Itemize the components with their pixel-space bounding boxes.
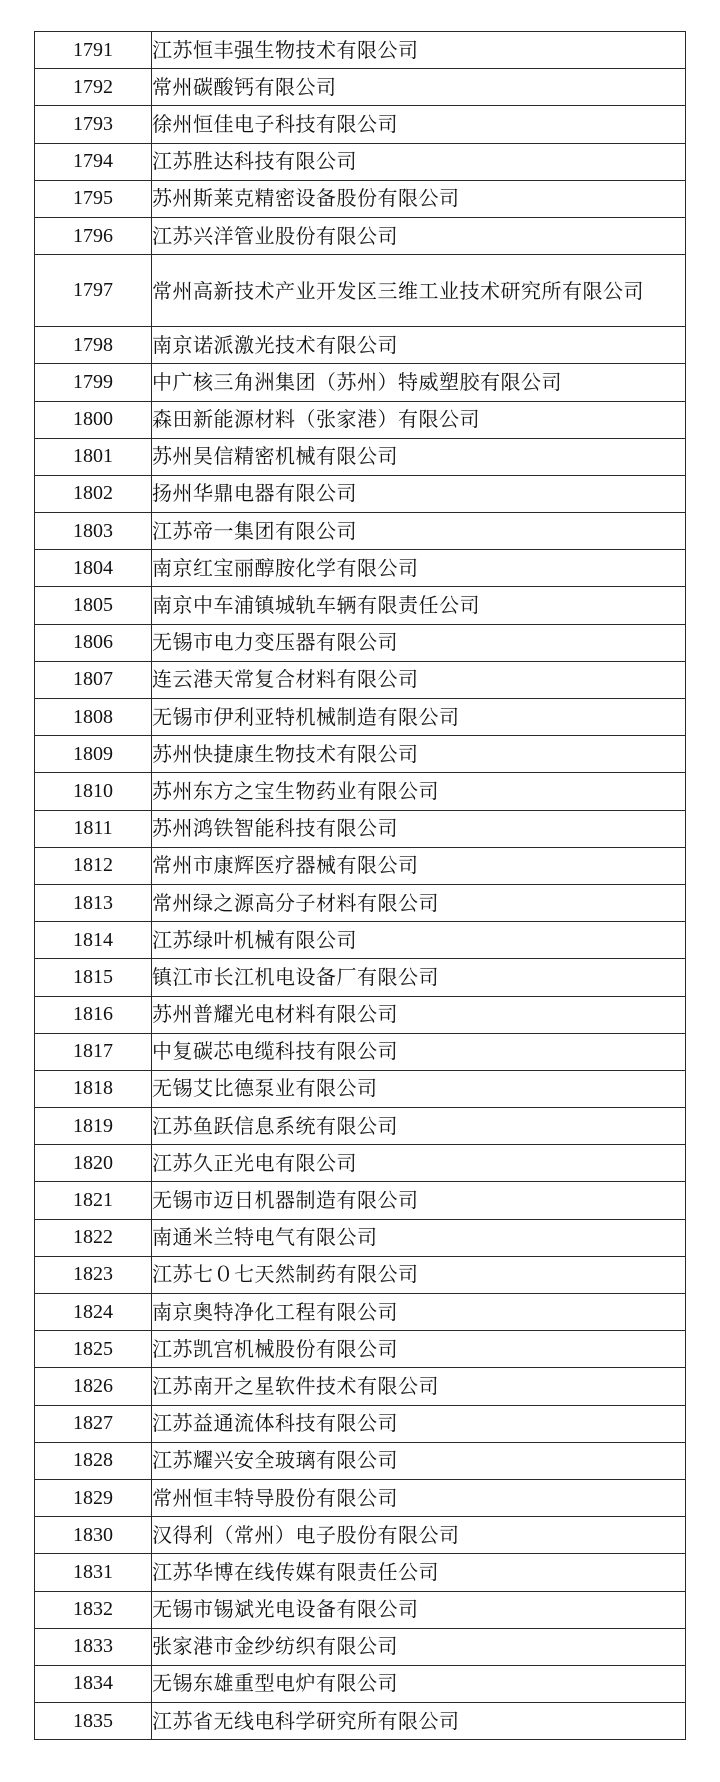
company-name-cell: 无锡市迈日机器制造有限公司 bbox=[152, 1182, 686, 1219]
company-name-cell: 无锡市锡斌光电设备有限公司 bbox=[152, 1591, 686, 1628]
company-table-body bbox=[35, 32, 686, 1740]
company-name-cell: 镇江市长江机电设备厂有限公司 bbox=[152, 959, 686, 996]
table-row bbox=[35, 364, 686, 401]
company-name-cell: 江苏恒丰强生物技术有限公司 bbox=[152, 32, 686, 69]
row-number-cell: 1835 bbox=[35, 1703, 152, 1740]
row-number-cell: 1825 bbox=[35, 1331, 152, 1368]
table-row bbox=[35, 327, 686, 364]
table-row bbox=[35, 438, 686, 475]
table-row bbox=[35, 810, 686, 847]
row-number-cell: 1792 bbox=[35, 69, 152, 106]
row-number-cell: 1832 bbox=[35, 1591, 152, 1628]
company-name-cell: 江苏南开之星软件技术有限公司 bbox=[152, 1368, 686, 1405]
company-name-cell: 江苏胜达科技有限公司 bbox=[152, 143, 686, 180]
row-number-cell: 1822 bbox=[35, 1219, 152, 1256]
table-row bbox=[35, 922, 686, 959]
company-name-cell: 江苏华博在线传媒有限责任公司 bbox=[152, 1554, 686, 1591]
company-name-cell: 苏州昊信精密机械有限公司 bbox=[152, 438, 686, 475]
table-row bbox=[35, 587, 686, 624]
table-row bbox=[35, 475, 686, 512]
row-number-cell: 1820 bbox=[35, 1145, 152, 1182]
table-row bbox=[35, 847, 686, 884]
table-row bbox=[35, 1479, 686, 1516]
company-name-cell: 南通米兰特电气有限公司 bbox=[152, 1219, 686, 1256]
row-number-cell: 1797 bbox=[35, 255, 152, 327]
table-row bbox=[35, 180, 686, 217]
table-row bbox=[35, 773, 686, 810]
table-row bbox=[35, 1145, 686, 1182]
table-row bbox=[35, 736, 686, 773]
row-number-cell: 1806 bbox=[35, 624, 152, 661]
row-number-cell: 1826 bbox=[35, 1368, 152, 1405]
row-number-cell: 1823 bbox=[35, 1256, 152, 1293]
company-name-cell: 苏州鸿铁智能科技有限公司 bbox=[152, 810, 686, 847]
table-row bbox=[35, 1033, 686, 1070]
table-row bbox=[35, 69, 686, 106]
table-row bbox=[35, 1442, 686, 1479]
table-row bbox=[35, 1294, 686, 1331]
company-name-cell: 江苏绿叶机械有限公司 bbox=[152, 922, 686, 959]
company-name-cell: 无锡东雄重型电炉有限公司 bbox=[152, 1665, 686, 1702]
company-name-cell: 南京中车浦镇城轨车辆有限责任公司 bbox=[152, 587, 686, 624]
table-row bbox=[35, 217, 686, 254]
company-name-cell: 森田新能源材料（张家港）有限公司 bbox=[152, 401, 686, 438]
table-row bbox=[35, 1591, 686, 1628]
row-number-cell: 1830 bbox=[35, 1517, 152, 1554]
table-row bbox=[35, 661, 686, 698]
row-number-cell: 1834 bbox=[35, 1665, 152, 1702]
table-row bbox=[35, 401, 686, 438]
company-name-cell: 江苏久正光电有限公司 bbox=[152, 1145, 686, 1182]
table-row bbox=[35, 143, 686, 180]
company-name-cell: 江苏七０七天然制药有限公司 bbox=[152, 1256, 686, 1293]
table-row bbox=[35, 32, 686, 69]
row-number-cell: 1824 bbox=[35, 1294, 152, 1331]
company-name-cell: 江苏凯宫机械股份有限公司 bbox=[152, 1331, 686, 1368]
row-number-cell: 1796 bbox=[35, 217, 152, 254]
row-number-cell: 1803 bbox=[35, 513, 152, 550]
table-row bbox=[35, 255, 686, 327]
row-number-cell: 1812 bbox=[35, 847, 152, 884]
company-name-cell: 常州恒丰特导股份有限公司 bbox=[152, 1479, 686, 1516]
table-row bbox=[35, 1368, 686, 1405]
table-row bbox=[35, 1108, 686, 1145]
company-table bbox=[34, 31, 686, 1740]
row-number-cell: 1793 bbox=[35, 106, 152, 143]
row-number-cell: 1791 bbox=[35, 32, 152, 69]
row-number-cell: 1804 bbox=[35, 550, 152, 587]
row-number-cell: 1807 bbox=[35, 661, 152, 698]
table-row bbox=[35, 1517, 686, 1554]
company-name-cell: 扬州华鼎电器有限公司 bbox=[152, 475, 686, 512]
row-number-cell: 1800 bbox=[35, 401, 152, 438]
row-number-cell: 1799 bbox=[35, 364, 152, 401]
table-row bbox=[35, 1331, 686, 1368]
row-number-cell: 1794 bbox=[35, 143, 152, 180]
company-name-cell: 无锡艾比德泵业有限公司 bbox=[152, 1070, 686, 1107]
row-number-cell: 1795 bbox=[35, 180, 152, 217]
company-name-cell: 常州碳酸钙有限公司 bbox=[152, 69, 686, 106]
company-name-cell: 苏州东方之宝生物药业有限公司 bbox=[152, 773, 686, 810]
row-number-cell: 1831 bbox=[35, 1554, 152, 1591]
company-name-cell: 江苏耀兴安全玻璃有限公司 bbox=[152, 1442, 686, 1479]
row-number-cell: 1821 bbox=[35, 1182, 152, 1219]
table-row bbox=[35, 699, 686, 736]
company-name-cell: 连云港天常复合材料有限公司 bbox=[152, 661, 686, 698]
company-list-sheet bbox=[34, 31, 686, 1740]
company-name-cell: 张家港市金纱纺织有限公司 bbox=[152, 1628, 686, 1665]
company-name-cell: 无锡市伊利亚特机械制造有限公司 bbox=[152, 699, 686, 736]
company-name-cell: 中广核三角洲集团（苏州）特威塑胶有限公司 bbox=[152, 364, 686, 401]
company-name-cell: 南京奥特净化工程有限公司 bbox=[152, 1294, 686, 1331]
row-number-cell: 1808 bbox=[35, 699, 152, 736]
row-number-cell: 1827 bbox=[35, 1405, 152, 1442]
row-number-cell: 1829 bbox=[35, 1479, 152, 1516]
table-row bbox=[35, 1554, 686, 1591]
table-row bbox=[35, 1665, 686, 1702]
row-number-cell: 1828 bbox=[35, 1442, 152, 1479]
row-number-cell: 1818 bbox=[35, 1070, 152, 1107]
company-name-cell: 苏州快捷康生物技术有限公司 bbox=[152, 736, 686, 773]
row-number-cell: 1815 bbox=[35, 959, 152, 996]
row-number-cell: 1805 bbox=[35, 587, 152, 624]
company-name-cell: 江苏鱼跃信息系统有限公司 bbox=[152, 1108, 686, 1145]
table-row bbox=[35, 996, 686, 1033]
table-row bbox=[35, 1628, 686, 1665]
table-row bbox=[35, 106, 686, 143]
row-number-cell: 1833 bbox=[35, 1628, 152, 1665]
row-number-cell: 1809 bbox=[35, 736, 152, 773]
row-number-cell: 1816 bbox=[35, 996, 152, 1033]
company-name-cell: 江苏省无线电科学研究所有限公司 bbox=[152, 1703, 686, 1740]
table-row bbox=[35, 959, 686, 996]
company-name-cell: 汉得利（常州）电子股份有限公司 bbox=[152, 1517, 686, 1554]
table-row bbox=[35, 884, 686, 921]
table-row bbox=[35, 1070, 686, 1107]
company-name-cell: 南京诺派激光技术有限公司 bbox=[152, 327, 686, 364]
row-number-cell: 1810 bbox=[35, 773, 152, 810]
company-name-cell: 中复碳芯电缆科技有限公司 bbox=[152, 1033, 686, 1070]
row-number-cell: 1801 bbox=[35, 438, 152, 475]
company-name-cell: 江苏帝一集团有限公司 bbox=[152, 513, 686, 550]
row-number-cell: 1811 bbox=[35, 810, 152, 847]
row-number-cell: 1814 bbox=[35, 922, 152, 959]
table-row bbox=[35, 1182, 686, 1219]
company-name-cell: 徐州恒佳电子科技有限公司 bbox=[152, 106, 686, 143]
company-name-cell: 苏州普耀光电材料有限公司 bbox=[152, 996, 686, 1033]
company-name-cell: 常州市康辉医疗器械有限公司 bbox=[152, 847, 686, 884]
row-number-cell: 1813 bbox=[35, 884, 152, 921]
table-row bbox=[35, 513, 686, 550]
row-number-cell: 1817 bbox=[35, 1033, 152, 1070]
company-name-cell: 江苏兴洋管业股份有限公司 bbox=[152, 217, 686, 254]
company-name-cell: 无锡市电力变压器有限公司 bbox=[152, 624, 686, 661]
company-name-cell: 常州绿之源高分子材料有限公司 bbox=[152, 884, 686, 921]
company-name-cell: 常州高新技术产业开发区三维工业技术研究所有限公司 bbox=[152, 255, 686, 327]
table-row bbox=[35, 1405, 686, 1442]
company-name-cell: 南京红宝丽醇胺化学有限公司 bbox=[152, 550, 686, 587]
table-row bbox=[35, 1703, 686, 1740]
table-row bbox=[35, 624, 686, 661]
table-row bbox=[35, 1256, 686, 1293]
row-number-cell: 1819 bbox=[35, 1108, 152, 1145]
row-number-cell: 1802 bbox=[35, 475, 152, 512]
table-row bbox=[35, 1219, 686, 1256]
row-number-cell: 1798 bbox=[35, 327, 152, 364]
company-name-cell: 江苏益通流体科技有限公司 bbox=[152, 1405, 686, 1442]
table-row bbox=[35, 550, 686, 587]
company-name-cell: 苏州斯莱克精密设备股份有限公司 bbox=[152, 180, 686, 217]
